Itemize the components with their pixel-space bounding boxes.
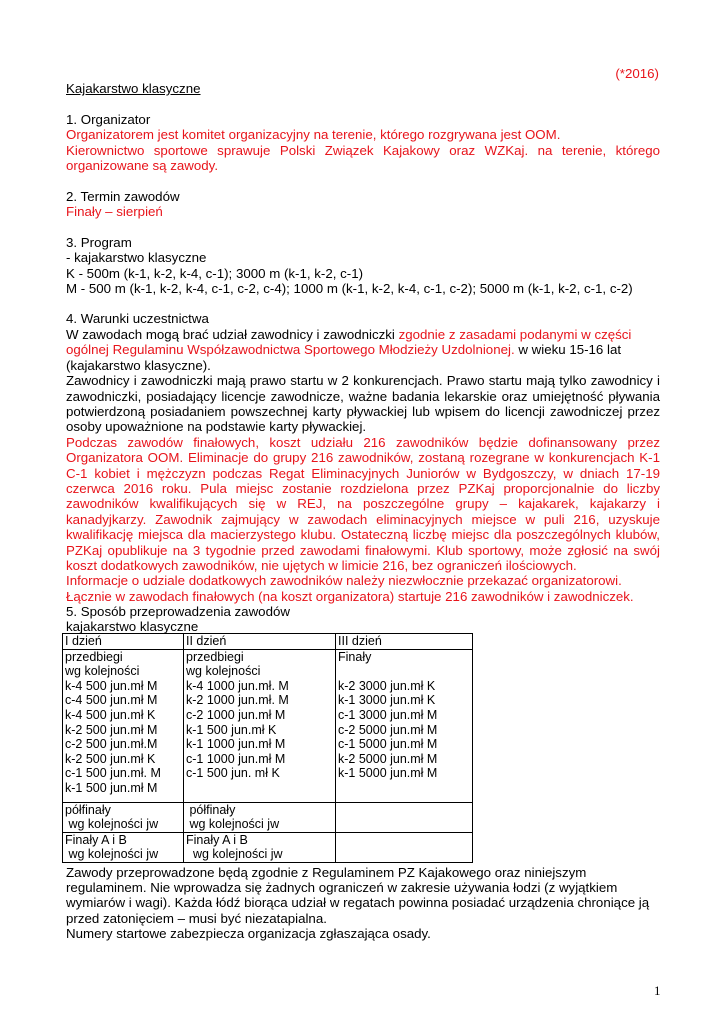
table-cell-line: k-4 500 jun.mł M bbox=[65, 678, 158, 693]
table-cell-line: k-1 3000 jun.mł K bbox=[338, 693, 436, 708]
conditions-text: W zawodach mogą brać udział zawodnicy i zawodniczki bbox=[66, 327, 399, 342]
year-note: (*2016) bbox=[615, 66, 659, 81]
conditions-line-red: Informacje o udziale dodatkowych zawodników należy niezwłocznie przekazać organizatorowi. bbox=[66, 573, 622, 588]
table-cell-line: c-1 3000 jun.mł M bbox=[338, 707, 438, 722]
procedure-line: Zawody przeprowadzone będą zgodnie z Regulaminem PZ Kajakowego oraz niniejszym bbox=[66, 865, 587, 880]
conditions-line-red: koszt dodatkowych zawodników, nie ujętych w limicie 216, bez ograniczeń ilościowych. bbox=[66, 558, 577, 573]
table-header: I dzień bbox=[63, 634, 184, 650]
table-header-row bbox=[63, 634, 473, 650]
table-cell-line: k-2 500 jun.mł M bbox=[65, 722, 158, 737]
section-heading-program: 3. Program bbox=[66, 235, 132, 250]
procedure-subheading: kajakarstwo klasyczne bbox=[66, 619, 199, 634]
table-cell-line: k-2 500 jun.mł K bbox=[65, 751, 156, 766]
table-cell-line: przedbiegi bbox=[65, 649, 123, 664]
table-cell-line: wg kolejności jw bbox=[65, 817, 159, 832]
table-cell-day1 bbox=[63, 802, 184, 832]
program-line: - kajakarstwo klasyczne bbox=[66, 250, 207, 265]
document-title: Kajakarstwo klasyczne bbox=[66, 81, 201, 96]
table-cell-day2 bbox=[184, 802, 336, 832]
table-cell-line: c-1 1000 jun.mł M bbox=[186, 751, 286, 766]
conditions-line-red: Podczas zawodów finałowych, koszt udziału 216 zawodników będzie dofinansowany przez bbox=[66, 435, 660, 450]
organizer-line: organizowane są zawody. bbox=[66, 158, 219, 173]
table-cell-line: wg kolejności bbox=[65, 664, 140, 679]
table-cell-line: k-2 1000 jun.mł. M bbox=[186, 693, 289, 708]
procedure-line: przed zatonięciem – musi być niezatapialna. bbox=[66, 911, 327, 926]
conditions-line: Zawodnicy i zawodniczki mają prawo startu w 2 konkurencjach. Prawo startu mają tylko zawodnicy i bbox=[66, 373, 660, 388]
conditions-line-red: C-1 kobiet i mężczyzn podczas Regat Eliminacyjnych Juniorów w Bydgoszczy, w dniach 17-19 bbox=[66, 466, 660, 481]
table-cell-line: Finały A i B bbox=[186, 832, 248, 847]
conditions-text: w wieku 15-16 lat bbox=[514, 342, 622, 357]
procedure-line: regulaminem. Nie wprowadza się żadnych ograniczeń w zakresie używania łodzi (z wyjątkiem bbox=[66, 880, 618, 895]
schedule-table bbox=[62, 633, 473, 863]
conditions-line-red: Organizatora OOM. Eliminacje do grupy 216 zawodników, zostaną rozegrane w konkurencjach K-1 bbox=[66, 450, 660, 465]
conditions-text-red: ogólnej Regulaminu Współzawodnictwa Sportowego Młodzieży Uzdolnionej. bbox=[66, 342, 515, 357]
table-cell-line: c-1 500 jun. mł K bbox=[186, 766, 280, 781]
table-cell-line: k-1 1000 jun.mł M bbox=[186, 737, 286, 752]
table-cell-line: k-1 500 jun.mł M bbox=[65, 780, 158, 795]
table-cell-line: wg kolejności bbox=[186, 664, 261, 679]
table-cell-line: c-1 500 jun.mł. M bbox=[65, 766, 161, 781]
table-cell-line: wg kolejności jw bbox=[186, 817, 280, 832]
section-heading-procedure: 5. Sposób przeprowadzenia zawodów bbox=[66, 604, 290, 619]
table-row-heats bbox=[63, 649, 473, 802]
table-cell-line bbox=[338, 664, 470, 679]
table-cell-line: wg kolejności jw bbox=[186, 847, 283, 862]
program-line: M - 500 m (k-1, k-2, k-4, c-1, c-2, c-4); 1000 m (k-1, k-2, k-4, c-1, c-2); 5000 m (k-1, k-2, c-1, c-2) bbox=[66, 281, 633, 296]
table-cell-line: c-2 5000 jun.mł M bbox=[338, 722, 438, 737]
term-value: Finały – sierpień bbox=[66, 204, 163, 219]
conditions-line-red: zawodników kwalifikujących się w REJ, na poszczególne grupy – kajakarek, kajakarzy i bbox=[66, 496, 660, 511]
table-cell-line: k-2 5000 jun.mł M bbox=[338, 751, 438, 766]
table-cell-day3 bbox=[336, 832, 473, 862]
table-cell-line: półfinały bbox=[65, 802, 111, 817]
table-cell-day1 bbox=[63, 649, 184, 802]
conditions-line: osoby upoważnione na podstawie karty pływackiej. bbox=[66, 419, 367, 434]
table-cell-line: k-4 500 jun.mł K bbox=[65, 707, 156, 722]
conditions-line: (kajakarstwo klasyczne). bbox=[66, 358, 211, 373]
table-cell-line: c-2 500 jun.mł.M bbox=[65, 737, 158, 752]
conditions-line-red: czerwca 2016 roku. Pula miejsc zostanie rozdzielona przez PZKaj proporcjonalnie do liczby bbox=[66, 481, 660, 496]
table-cell-line: k-1 500 jun.mł K bbox=[186, 722, 277, 737]
table-cell-day3 bbox=[336, 802, 473, 832]
table-cell-line: c-1 5000 jun.mł M bbox=[338, 737, 438, 752]
table-row-finals bbox=[63, 832, 473, 862]
conditions-line bbox=[66, 342, 621, 357]
program-line: K - 500m (k-1, k-2, k-4, c-1); 3000 m (k-1, k-2, c-1) bbox=[66, 266, 364, 281]
table-header: III dzień bbox=[336, 634, 473, 650]
table-cell-day1 bbox=[63, 832, 184, 862]
table-cell-line: k-2 3000 jun.mł K bbox=[338, 678, 436, 693]
table-cell-line: c-2 1000 jun.mł M bbox=[186, 707, 286, 722]
table-row-semifinals bbox=[63, 802, 473, 832]
section-heading-conditions: 4. Warunki uczestnictwa bbox=[66, 311, 209, 326]
organizer-line: Kierownictwo sportowe sprawuje Polski Związek Kajakowy oraz WZKaj. na terenie, którego bbox=[66, 143, 660, 158]
table-cell-day2 bbox=[184, 832, 336, 862]
conditions-line-red: kwalifikację miejsca dla macierzystego klubu. Ostateczną liczbę miejsc dla poszczególnych klubów, bbox=[66, 527, 660, 542]
conditions-text-red: zgodnie z zasadami podanymi w części bbox=[398, 327, 632, 342]
table-cell-day2 bbox=[184, 649, 336, 802]
conditions-line-red: Łącznie w zawodach finałowych (na koszt organizatora) startuje 216 zawodników i zawodniczek. bbox=[66, 589, 634, 604]
table-cell-line: Finały A i B bbox=[65, 832, 127, 847]
table-cell-line: k-4 1000 jun.mł. M bbox=[186, 678, 289, 693]
section-heading-organizer: 1. Organizator bbox=[66, 112, 151, 127]
conditions-line bbox=[66, 327, 631, 342]
table-cell-line: Finały bbox=[338, 649, 372, 664]
table-cell-line: półfinały bbox=[186, 802, 236, 817]
page-number: 1 bbox=[654, 983, 661, 998]
organizer-line: Organizatorem jest komitet organizacyjny na terenie, którego rozgrywana jest OOM. bbox=[66, 127, 561, 142]
table-header: II dzień bbox=[184, 634, 336, 650]
conditions-line: potwierdzoną posiadaniem powszechnej karty pływackiej lub wpisem do licencji zawodniczej przez bbox=[66, 404, 660, 419]
table-cell-line: wg kolejności jw bbox=[65, 847, 159, 862]
table-cell-line: przedbiegi bbox=[186, 649, 244, 664]
procedure-line: Numery startowe zabezpiecza organizacja zgłaszająca osady. bbox=[66, 926, 431, 941]
table-cell-day3 bbox=[336, 649, 473, 802]
section-heading-term: 2. Termin zawodów bbox=[66, 189, 180, 204]
conditions-line: zawodniczki, posiadający licencje zawodnicze, ważne badania lekarskie oraz umiejętność pływania bbox=[66, 389, 660, 404]
table-cell-line: c-4 500 jun.mł M bbox=[65, 693, 158, 708]
table-cell-line: k-1 5000 jun.mł M bbox=[338, 766, 438, 781]
conditions-line-red: PZKaj opublikuje na 3 tygodnie przed zawodami finałowymi. Klub sportowy, może zgłosić na swój bbox=[66, 543, 660, 558]
conditions-line-red: kanadyjkarzy. Zawodnik zajmujący w zawodach eliminacyjnych miejsce w puli 216, uzyskuje bbox=[66, 512, 660, 527]
procedure-line: wymiarów i wagi). Każda łódź biorąca udział w regatach powinna posiadać urządzenia chroniące ją bbox=[66, 895, 650, 910]
